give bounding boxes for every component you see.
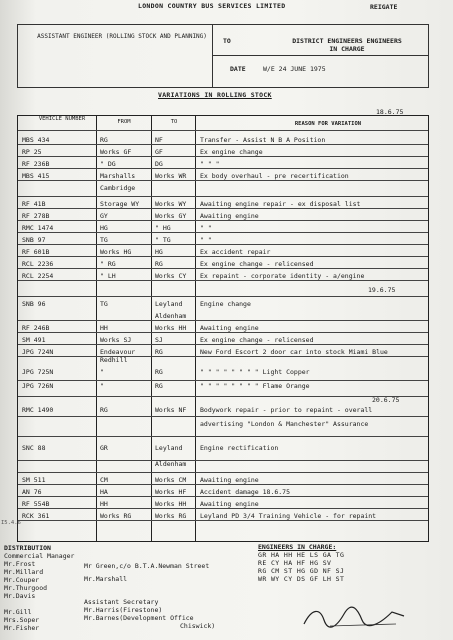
to-sub-line: Aldenham xyxy=(155,460,187,468)
to-depot: Works NF xyxy=(155,406,187,414)
engineers-label: ENGINEERS IN CHARGE: xyxy=(258,543,337,551)
variations-table xyxy=(17,115,429,542)
col-header-reason: REASON FOR VARIATION xyxy=(294,121,362,127)
from-depot: HH xyxy=(100,500,108,508)
from-depot: GY xyxy=(100,212,108,220)
distribution-name: Mr.Marshall xyxy=(84,575,128,583)
to-depot: SJ xyxy=(155,336,163,344)
row-divider xyxy=(18,180,428,181)
distribution-name: Chiswick) xyxy=(180,622,216,630)
row-divider xyxy=(18,460,428,461)
row-divider xyxy=(18,268,428,269)
to-depot: Works HF xyxy=(155,488,187,496)
to-depot: " HG xyxy=(155,224,171,232)
to-depot: GF xyxy=(155,148,163,156)
section-date: 19.6.75 xyxy=(368,286,396,294)
row-divider xyxy=(18,396,428,397)
engineer-depot-codes: RE CY HA HF HG SV xyxy=(258,559,332,567)
distribution-name: Mr.Harris(Firestone) xyxy=(84,606,163,614)
memo-from-cell xyxy=(18,25,213,87)
memo-from: ASSISTANT ENGINEER (ROLLING STOCK AND PLANNING) xyxy=(37,33,207,40)
engineer-depot-codes: GR HA HH HE LS GA TG xyxy=(258,551,345,559)
header-divider xyxy=(18,130,428,131)
vehicle-number: RP 25 xyxy=(22,148,42,156)
variation-reason: " " " xyxy=(200,160,220,168)
to-depot: HG xyxy=(155,248,163,256)
memo-date: W/E 24 JUNE 1975 xyxy=(263,65,326,73)
distribution-name: Mr.Davis xyxy=(4,592,36,600)
row-divider xyxy=(18,416,428,417)
from-sub-line: Cambridge xyxy=(100,184,136,192)
from-depot: " RG xyxy=(100,260,116,268)
distribution-name: Mr.Couper xyxy=(4,576,40,584)
memo-date-label: DATE xyxy=(230,65,246,73)
from-depot: Works GF xyxy=(100,148,132,156)
distribution-name: Mr.Gill xyxy=(4,608,32,616)
from-depot: CM xyxy=(100,476,108,484)
row-divider xyxy=(18,196,428,197)
from-depot: " DG xyxy=(100,160,116,168)
section-date: 20.6.75 xyxy=(372,396,400,404)
signature xyxy=(300,602,410,632)
row-divider xyxy=(18,232,428,233)
row-divider xyxy=(18,472,428,473)
row-divider xyxy=(18,244,428,245)
to-depot: Works GY xyxy=(155,212,187,220)
to-depot: RG xyxy=(155,382,163,390)
vehicle-number: MBS 415 xyxy=(22,172,50,180)
variation-reason: Transfer - Assist N B A Position xyxy=(200,136,326,144)
variation-reason: Ex engine change xyxy=(200,148,263,156)
to-depot: Works HH xyxy=(155,324,187,332)
vehicle-number: SM 491 xyxy=(22,336,46,344)
vehicle-number: SNB 97 xyxy=(22,236,46,244)
to-depot: Works CY xyxy=(155,272,187,280)
to-depot: Works CM xyxy=(155,476,187,484)
vehicle-number: RF 601B xyxy=(22,248,50,256)
from-depot: Works HG xyxy=(100,248,132,256)
variation-reason: " " " " " " " " Light Copper xyxy=(200,368,310,376)
variation-reason: Ex repaint - corporate identity - a/engine xyxy=(200,272,365,280)
variation-reason: Awaiting engine xyxy=(200,324,259,332)
row-divider xyxy=(18,220,428,221)
to-depot: DG xyxy=(155,160,163,168)
vehicle-number: SM 511 xyxy=(22,476,46,484)
from-depot: TG xyxy=(100,300,108,308)
memo-to: DISTRICT ENGINEERS ENGINEERS IN CHARGE xyxy=(292,37,402,53)
to-depot: Works WY xyxy=(155,200,187,208)
to-depot: Leyland xyxy=(155,444,183,452)
distribution-label: DISTRIBUTION xyxy=(4,544,51,552)
vehicle-number: JPG 725N xyxy=(22,368,54,376)
from-depot: RG xyxy=(100,136,108,144)
vehicle-number: JPG 724N xyxy=(22,348,54,356)
from-depot: RG xyxy=(100,406,108,414)
distribution-name: Mr.Barnes(Development Office xyxy=(84,614,194,622)
vehicle-number: RF 278B xyxy=(22,212,50,220)
row-divider xyxy=(18,484,428,485)
to-depot: " TG xyxy=(155,236,171,244)
distribution-name: Mr.Fisher xyxy=(4,624,40,632)
variation-reason: " " xyxy=(200,224,212,232)
location-name: REIGATE xyxy=(370,3,398,11)
from-depot: HH xyxy=(100,324,108,332)
to-depot: RG xyxy=(155,348,163,356)
engineer-depot-codes: RG CM ST HG GD NF SJ xyxy=(258,567,345,575)
vehicle-number: MBS 434 xyxy=(22,136,50,144)
col-header-from: FROM xyxy=(117,119,131,125)
vehicle-number: RMC 1474 xyxy=(22,224,54,232)
row-divider xyxy=(18,332,428,333)
variation-reason: Ex engine change - relicensed xyxy=(200,260,314,268)
distribution-name: Assistant Secretary xyxy=(84,598,159,606)
from-depot: Marshalls xyxy=(100,172,136,180)
from-depot: TG xyxy=(100,236,108,244)
row-divider xyxy=(18,144,428,145)
variation-reason: Engine rectification xyxy=(200,444,279,452)
variation-reason: Awaiting engine repair - ex disposal list xyxy=(200,200,361,208)
variation-reason: Ex engine change - relicensed xyxy=(200,336,314,344)
reason-sub-line: advertising "London & Manchester" Assurance xyxy=(200,420,369,428)
from-depot: Endeavour xyxy=(100,348,136,356)
row-divider xyxy=(18,256,428,257)
row-divider xyxy=(18,320,428,321)
to-depot: RG xyxy=(155,260,163,268)
from-depot: Works RG xyxy=(100,512,132,520)
vehicle-number: SNC 88 xyxy=(22,444,46,452)
memo-to-label: TO xyxy=(223,37,231,45)
row-divider xyxy=(18,344,428,345)
vehicle-number: RCK 361 xyxy=(22,512,50,520)
row-divider xyxy=(18,156,428,157)
variation-reason: Accident damage 18.6.75 xyxy=(200,488,291,496)
engineer-depot-codes: WR WY CY DS GF LH ST xyxy=(258,575,345,583)
from-depot: HG xyxy=(100,224,108,232)
distribution-name: Mr Green,c/o B.T.A.Newman Street xyxy=(84,562,210,570)
vehicle-number: RCL 2254 xyxy=(22,272,54,280)
to-depot: RG xyxy=(155,368,163,376)
vehicle-number: AN 76 xyxy=(22,488,42,496)
to-depot: NF xyxy=(155,136,163,144)
from-depot: GR xyxy=(100,444,108,452)
variation-reason: Awaiting engine xyxy=(200,500,259,508)
distribution-name: Mr.Millard xyxy=(4,568,44,576)
to-depot: Leyland xyxy=(155,300,183,308)
variation-reason: Leyland PD 3/4 Training Vehicle - for repaint xyxy=(200,512,377,520)
to-depot: Works HH xyxy=(155,500,187,508)
from-depot: " xyxy=(100,368,104,376)
row-divider xyxy=(18,508,428,509)
distribution-name: Mr.Thurgood xyxy=(4,584,48,592)
vehicle-number: RF 246B xyxy=(22,324,50,332)
organisation-name: LONDON COUNTRY BUS SERVICES LIMITED xyxy=(138,2,286,10)
distribution-name: Commercial Manager xyxy=(4,552,75,560)
row-divider xyxy=(18,496,428,497)
from-depot: " xyxy=(100,382,104,390)
distribution-name: Mrs.Soper xyxy=(4,616,40,624)
vehicle-number: RF 41B xyxy=(22,200,46,208)
variation-reason: Bodywork repair - prior to repaint - overall xyxy=(200,406,373,414)
vehicle-number: RMC 1490 xyxy=(22,406,54,414)
from-depot: Works SJ xyxy=(100,336,132,344)
distribution-name: Mr.Frost xyxy=(4,560,36,568)
to-depot: Works RG xyxy=(155,512,187,520)
to-depot: Works WR xyxy=(155,172,187,180)
from-sub-line: Redhill xyxy=(100,356,128,364)
vehicle-number: SNB 96 xyxy=(22,300,46,308)
memo-header-box xyxy=(17,24,429,88)
to-sub-line: Aldenham xyxy=(155,312,187,320)
document-title: VARIATIONS IN ROLLING STOCK xyxy=(158,91,272,99)
col-header-vehicle: VEHICLE NUMBER xyxy=(38,116,86,122)
row-divider xyxy=(18,380,428,381)
margin-mark: I5.4.6 xyxy=(1,520,21,526)
from-depot: " LH xyxy=(100,272,116,280)
row-divider xyxy=(18,168,428,169)
from-depot: HA xyxy=(100,488,108,496)
variation-reason: Awaiting engine xyxy=(200,476,259,484)
variation-reason: Ex body overhaul - pre recertification xyxy=(200,172,349,180)
variation-reason: New Ford Escort 2 door car into stock Miami Blue xyxy=(200,348,388,356)
variation-reason: " " xyxy=(200,236,212,244)
vehicle-number: RF 236B xyxy=(22,160,50,168)
vehicle-number: RF 554B xyxy=(22,500,50,508)
vehicle-number: JPG 726N xyxy=(22,382,54,390)
from-depot: Storage WY xyxy=(100,200,140,208)
col-header-to: TO xyxy=(170,119,178,125)
row-divider xyxy=(18,356,428,357)
variation-reason: Awaiting engine xyxy=(200,212,259,220)
row-divider xyxy=(18,436,428,437)
vehicle-number: RCL 2236 xyxy=(22,260,54,268)
memo-divider xyxy=(212,55,428,56)
row-divider xyxy=(18,296,428,297)
section-date: 18.6.75 xyxy=(376,108,404,116)
variation-reason: Engine change xyxy=(200,300,251,308)
variation-reason: " " " " " " " " Flame Orange xyxy=(200,382,310,390)
row-divider xyxy=(18,280,428,281)
variation-reason: Ex accident repair xyxy=(200,248,271,256)
row-divider xyxy=(18,208,428,209)
row-divider xyxy=(18,520,428,521)
